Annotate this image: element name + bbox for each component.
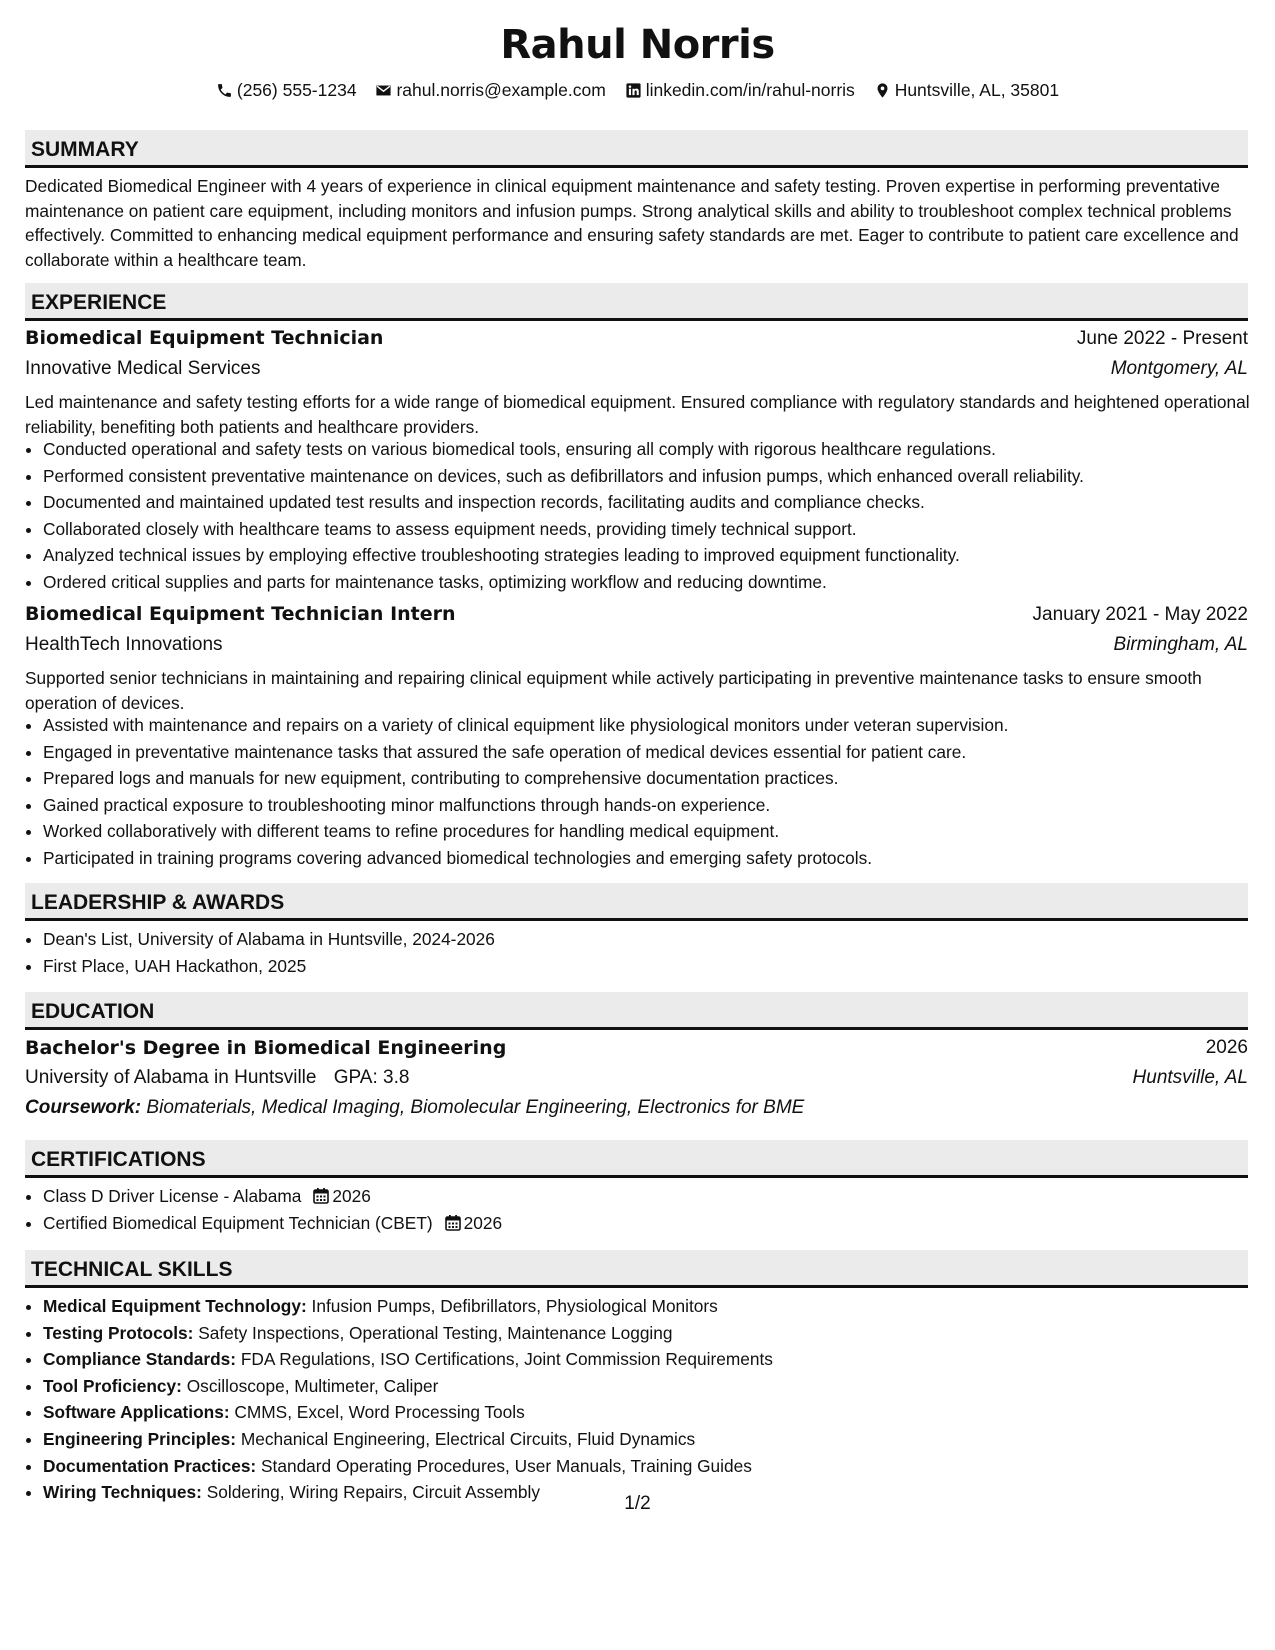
list-item: • Conducted operational and safety tests on various biomedical tools, ensuring all comply with rigorous healthcare regulations. bbox=[43, 436, 1263, 463]
list-item bbox=[43, 1346, 1263, 1373]
job-dates: January 2021 - May 2022 bbox=[1032, 604, 1248, 625]
contact-location bbox=[874, 80, 1059, 101]
coursework-line bbox=[25, 1097, 804, 1119]
list-item: • Engaged in preventative maintenance tasks that assured the safe operation of medical devices essential for patient care. bbox=[43, 739, 1263, 766]
job-title: Biomedical Equipment Technician bbox=[25, 327, 384, 349]
calendar-icon bbox=[445, 1214, 461, 1231]
calendar-icon bbox=[313, 1187, 329, 1204]
job-company: Innovative Medical Services bbox=[25, 358, 261, 379]
job-description: Led maintenance and safety testing efforts for a wide range of biomedical equipment. Ensured compliance with regulatory standards and heightened operational reliability, benefiting both patients and healthcare providers. bbox=[25, 392, 1250, 437]
coursework-label: Coursework: bbox=[25, 1097, 142, 1118]
skill-value: Safety Inspections, Operational Testing, Maintenance Logging bbox=[198, 1322, 673, 1343]
skill-value: Soldering, Wiring Repairs, Circuit Assembly bbox=[206, 1482, 540, 1503]
contact-email[interactable] bbox=[375, 80, 605, 101]
location-text: Huntsville, AL, 35801 bbox=[894, 80, 1060, 100]
certifications-list bbox=[25, 1183, 1263, 1236]
skill-value: Infusion Pumps, Defibrillators, Physiological Monitors bbox=[311, 1296, 718, 1316]
skill-label: Software Applications: bbox=[43, 1402, 230, 1423]
section-experience bbox=[25, 283, 1248, 321]
summary-text: Dedicated Biomedical Engineer with 4 years of experience in clinical equipment maintenance and safety testing. Proven expertise in performing preventative maintenance on patient care equipment, including monitors and infusion pumps. Strong analytical skills and ability to troubleshoot complex technical problems effectively. Committed to enhancing medical equipment performance and ensuring safety standards are met. Eager to contribute to patient care excellence and collaborate within a healthcare team. bbox=[25, 176, 1239, 270]
job-location: Birmingham, AL bbox=[1113, 634, 1248, 655]
candidate-name: Rahul Norris bbox=[500, 22, 775, 68]
school-line bbox=[25, 1067, 409, 1089]
skill-value: Oscilloscope, Multimeter, Caliper bbox=[186, 1375, 439, 1396]
contact-linkedin[interactable] bbox=[625, 80, 855, 101]
list-item: • Performed consistent preventative maintenance on devices, such as defibrillators and infusion pumps, which enhanced overall reliability. bbox=[43, 463, 1263, 490]
skill-label: Documentation Practices: bbox=[43, 1455, 257, 1476]
list-item: • Ordered critical supplies and parts for maintenance tasks, optimizing workflow and reducing downtime. bbox=[43, 569, 1263, 596]
skills-list bbox=[25, 1293, 1263, 1506]
school-name: University of Alabama in Huntsville bbox=[25, 1067, 317, 1088]
map-pin-icon bbox=[874, 82, 891, 99]
section-heading: TECHNICAL SKILLS bbox=[31, 1258, 233, 1281]
section-certifications bbox=[25, 1140, 1248, 1178]
skill-value: CMMS, Excel, Word Processing Tools bbox=[234, 1402, 525, 1423]
skill-label: Compliance Standards: bbox=[43, 1349, 237, 1370]
section-education bbox=[25, 992, 1248, 1030]
envelope-icon bbox=[375, 82, 392, 99]
skill-label: Tool Proficiency: bbox=[43, 1375, 182, 1396]
skill-value: FDA Regulations, ISO Certifications, Joint Commission Requirements bbox=[240, 1349, 773, 1370]
job-bullets bbox=[25, 712, 1263, 872]
skill-value: Mechanical Engineering, Electrical Circuits, Fluid Dynamics bbox=[240, 1428, 696, 1449]
phone-icon bbox=[216, 82, 233, 99]
section-heading: SUMMARY bbox=[31, 138, 139, 161]
list-item: • Collaborated closely with healthcare teams to assess equipment needs, providing timely technical support. bbox=[43, 516, 1263, 543]
section-heading: EDUCATION bbox=[31, 1000, 155, 1023]
section-technical-skills bbox=[25, 1250, 1248, 1288]
section-heading: LEADERSHIP & AWARDS bbox=[31, 891, 285, 914]
list-item: • Participated in training programs covering advanced biomedical technologies and emerging safety protocols. bbox=[43, 845, 1263, 872]
list-item bbox=[43, 1210, 1263, 1237]
list-item bbox=[43, 1373, 1263, 1400]
section-heading: CERTIFICATIONS bbox=[31, 1148, 206, 1171]
job-description: Supported senior technicians in maintaining and repairing clinical equipment while actively participating in preventive maintenance tasks to ensure smooth operation of devices. bbox=[25, 668, 1202, 713]
section-heading: EXPERIENCE bbox=[31, 291, 167, 314]
linkedin-text: linkedin.com/in/rahul-norris bbox=[645, 80, 855, 100]
section-summary bbox=[25, 130, 1248, 168]
list-item: • Gained practical exposure to troubleshooting minor malfunctions through hands-on experience. bbox=[43, 792, 1263, 819]
list-item: • Worked collaboratively with different teams to refine procedures for handling medical equipment. bbox=[43, 818, 1263, 845]
awards-list bbox=[25, 926, 1263, 979]
list-item bbox=[43, 1453, 1263, 1480]
page-number: 1/2 bbox=[624, 1493, 651, 1514]
contact-phone[interactable] bbox=[216, 80, 357, 101]
list-item bbox=[43, 1426, 1263, 1453]
list-item bbox=[43, 1293, 1263, 1320]
skill-label: Wiring Techniques: bbox=[43, 1482, 202, 1503]
list-item bbox=[43, 1399, 1263, 1426]
email-text: rahul.norris@example.com bbox=[396, 80, 606, 100]
coursework-text: Biomaterials, Medical Imaging, Biomolecular Engineering, Electronics for BME bbox=[146, 1097, 805, 1118]
gpa: GPA: 3.8 bbox=[333, 1067, 410, 1088]
contact-bar bbox=[0, 80, 1275, 104]
list-item: • Analyzed technical issues by employing effective troubleshooting strategies leading to improved equipment functionality. bbox=[43, 542, 1263, 569]
skill-label: Testing Protocols: bbox=[43, 1322, 194, 1343]
cert-name: Class D Driver License - Alabama bbox=[43, 1186, 302, 1206]
skill-label: Medical Equipment Technology: bbox=[43, 1296, 307, 1316]
list-item: • First Place, UAH Hackathon, 2025 bbox=[43, 953, 1263, 980]
skill-value: Standard Operating Procedures, User Manuals, Training Guides bbox=[261, 1455, 752, 1476]
job-company: HealthTech Innovations bbox=[25, 634, 223, 655]
section-leadership bbox=[25, 883, 1248, 921]
cert-year: 2026 bbox=[463, 1212, 503, 1233]
skill-label: Engineering Principles: bbox=[43, 1428, 237, 1449]
list-item: • Documented and maintained updated test results and inspection records, facilitating audits and compliance checks. bbox=[43, 489, 1263, 516]
list-item bbox=[43, 1183, 1263, 1210]
phone-text: (256) 555-1234 bbox=[236, 80, 357, 100]
linkedin-icon bbox=[625, 82, 642, 99]
list-item bbox=[43, 1320, 1263, 1347]
list-item: • Prepared logs and manuals for new equipment, contributing to comprehensive documentation practices. bbox=[43, 765, 1263, 792]
degree-title: Bachelor's Degree in Biomedical Engineering bbox=[25, 1037, 507, 1059]
list-item: • Dean's List, University of Alabama in Huntsville, 2024-2026 bbox=[43, 926, 1263, 953]
school-location: Huntsville, AL bbox=[1132, 1067, 1248, 1088]
job-location: Montgomery, AL bbox=[1110, 358, 1248, 379]
job-dates: June 2022 - Present bbox=[1076, 328, 1248, 349]
cert-year: 2026 bbox=[332, 1186, 371, 1206]
list-item: • Assisted with maintenance and repairs on a variety of clinical equipment like physiological monitors under veteran supervision. bbox=[43, 712, 1263, 739]
job-bullets bbox=[25, 436, 1263, 596]
job-title: Biomedical Equipment Technician Intern bbox=[25, 603, 456, 625]
cert-name: Certified Biomedical Equipment Technician (CBET) bbox=[43, 1212, 433, 1233]
graduation-year: 2026 bbox=[1205, 1037, 1248, 1058]
